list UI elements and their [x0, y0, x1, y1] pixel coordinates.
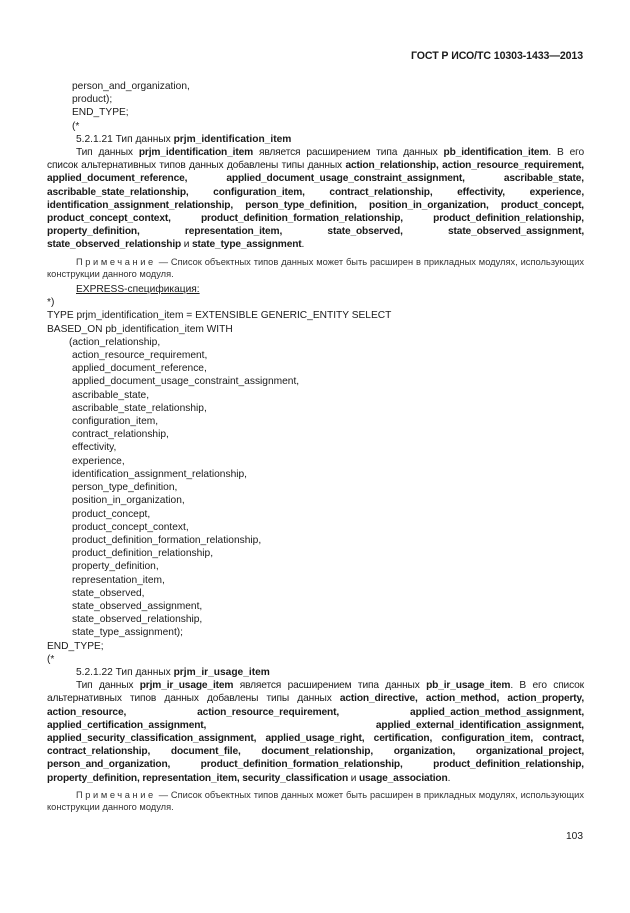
- code-line: *): [47, 297, 55, 309]
- express-select-items: [47, 349, 584, 639]
- section-type-name: prjm_ir_usage_item: [173, 666, 270, 678]
- express-item-line: product_concept_context,: [72, 521, 189, 533]
- express-item-line: effectivity,: [72, 442, 117, 454]
- code-line: (*: [47, 653, 55, 665]
- code-line: (*: [72, 120, 80, 132]
- express-code-block: [47, 296, 584, 666]
- express-item-line: state_observed_relationship,: [72, 614, 203, 626]
- express-item-line: position_in_organization,: [72, 495, 185, 507]
- note-paragraph: Примечание — Список объектных типов данных может быть расширен в прикладных модулях, использующих конструкции данного модуля.: [47, 789, 584, 812]
- intro-code-block: [47, 80, 584, 133]
- note-label: Примечание: [76, 789, 156, 800]
- express-item-line: ascribable_state,: [72, 389, 150, 401]
- note-paragraph: Примечание — Список объектных типов данных может быть расширен в прикладных модулях, использующих конструкции данного модуля.: [47, 256, 584, 279]
- express-item-line: experience,: [72, 455, 125, 467]
- code-line: BASED_ON pb_identification_item WITH: [47, 323, 233, 335]
- page-number: 103: [566, 831, 583, 842]
- code-line: person_and_organization,: [72, 81, 190, 92]
- standard-code-header: ГОСТ Р ИСО/ТС 10303-1433—2013: [411, 50, 583, 62]
- express-item-line: product_concept,: [72, 508, 151, 520]
- express-item-line: state_observed_assignment,: [72, 600, 203, 612]
- section-paragraph: Тип данных prjm_identification_item является расширением типа данных pb_identification_item. В его список альтернативных типов данных добавлены типы данных action_relationship, action_resource_requirement, applied_document_reference, applied_document_usage_constraint_assignment, ascribable_state, ascribable_state_relationship, configuration_item, contract_relationship, effectivity, experience, identification_assignment_relationship, person_type_definition, position_in_organization, product_concept, product_concept_context, product_definition_formation_relationship, product_definition_relationship, property_definition, representation_item, state_observed, state_observed_assignment, state_observed_relationship и state_type_assignment.: [47, 147, 585, 251]
- section-heading-5-2-1-22: 5.2.1.22 Тип данных prjm_ir_usage_item: [76, 666, 270, 678]
- express-item-line: contract_relationship,: [72, 429, 169, 441]
- page-content: [47, 80, 584, 813]
- express-item-line: applied_document_reference,: [72, 363, 207, 375]
- section-heading-5-2-1-21: 5.2.1.21 Тип данных prjm_identification_item: [76, 133, 292, 145]
- section-paragraph: Тип данных prjm_ir_usage_item является расширением типа данных pb_ir_usage_item. В его список альтернативных типов данных добавлены типы данных action_directive, action_method, action_property, action_resource, action_resource_requirement, applied_action_method_assignment, applied_certification_assignment, applied_external_identification_assignment, applied_security_classification_assignment, applied_usage_right, certification, configuration_item, contract, contract_relationship, document_file, document_relationship, organization, organizational_project, person_and_organization, product_definition_formation_relationship, product_definition_relationship, property_definition, representation_item, security_classification и usage_association.: [47, 680, 584, 784]
- express-item-line: ascribable_state_relationship,: [72, 402, 207, 414]
- express-label: EXPRESS-спецификация:: [76, 284, 200, 296]
- express-item-line: person_type_definition,: [72, 482, 178, 494]
- express-item-line: applied_document_usage_constraint_assignment,: [72, 376, 300, 388]
- express-item-line: state_type_assignment);: [72, 627, 183, 639]
- code-line: END_TYPE;: [72, 107, 129, 119]
- express-item-line: identification_assignment_relationship,: [72, 468, 247, 480]
- express-item-line: representation_item,: [72, 574, 165, 586]
- section-type-name: prjm_identification_item: [173, 133, 292, 145]
- express-item-line: configuration_item,: [72, 416, 159, 428]
- code-line: product);: [72, 94, 113, 106]
- code-line: END_TYPE;: [47, 640, 104, 652]
- express-item-line: product_definition_relationship,: [72, 548, 214, 560]
- note-label: Примечание: [76, 256, 156, 267]
- code-line: (action_relationship,: [69, 336, 161, 348]
- express-item-line: property_definition,: [72, 561, 159, 573]
- express-item-line: state_observed,: [72, 587, 145, 599]
- express-item-line: product_definition_formation_relationship,: [72, 534, 262, 546]
- express-item-line: action_resource_requirement,: [72, 350, 208, 362]
- code-line: TYPE prjm_identification_item = EXTENSIBLE GENERIC_ENTITY SELECT: [47, 310, 392, 322]
